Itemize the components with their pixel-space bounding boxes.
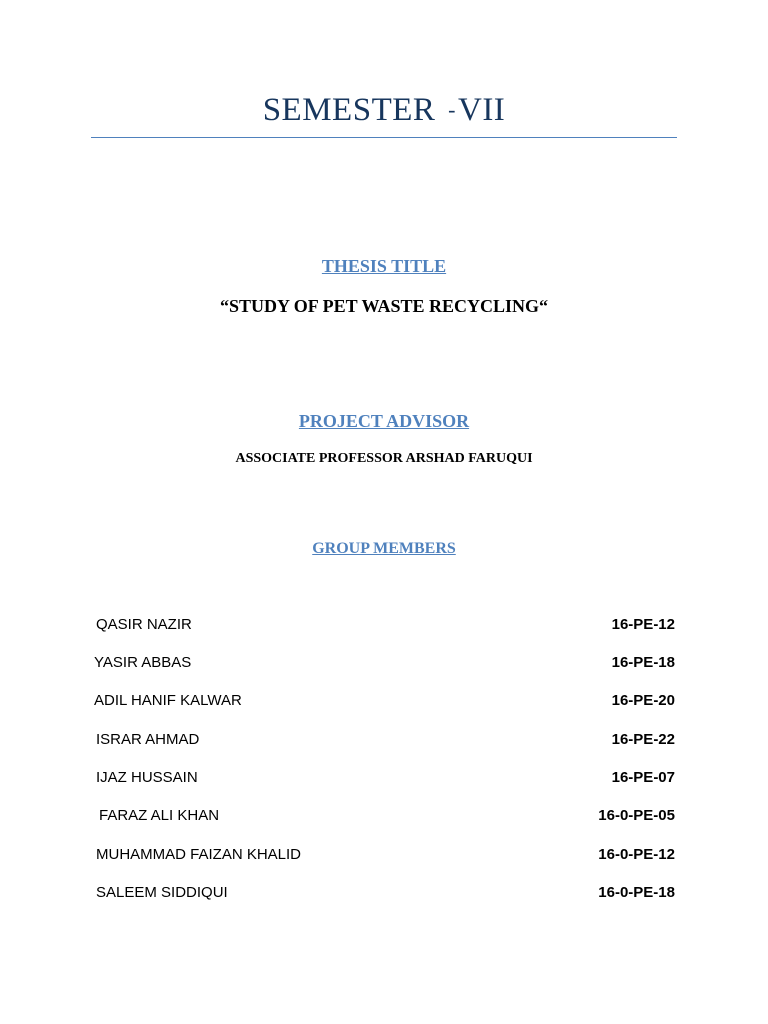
member-id: 16-0-PE-05 [598, 807, 675, 824]
member-row [0, 731, 768, 755]
member-id: 16-PE-22 [611, 731, 675, 748]
member-name: ISRAR AHMAD [96, 731, 200, 748]
member-name: FARAZ ALI KHAN [99, 807, 220, 824]
member-row [0, 846, 768, 870]
member-row [0, 884, 768, 908]
member-id: 16-0-PE-18 [598, 884, 675, 901]
semester-number: VII [457, 92, 506, 128]
member-id: 16-PE-12 [611, 616, 675, 633]
member-row [0, 769, 768, 793]
member-id: 16-0-PE-12 [598, 846, 675, 863]
project-advisor-name: ASSOCIATE PROFESSOR ARSHAD FARUQUI [235, 451, 533, 466]
member-name: SALEEM SIDDIQUI [96, 884, 228, 901]
thesis-title-text: “STUDY OF PET WASTE RECYCLING“ [219, 296, 549, 316]
title-divider [91, 137, 677, 138]
member-name: MUHAMMAD FAIZAN KHALID [96, 846, 302, 863]
member-name: ADIL HANIF KALWAR [94, 692, 242, 709]
member-row [0, 692, 768, 716]
thesis-title-heading: THESIS TITLE [321, 256, 447, 276]
semester-title [0, 92, 768, 129]
member-id: 16-PE-18 [611, 654, 675, 671]
member-name: YASIR ABBAS [94, 654, 192, 671]
semester-dash: - [448, 97, 456, 122]
member-name: IJAZ HUSSAIN [96, 769, 198, 786]
member-row [0, 616, 768, 640]
member-row [0, 807, 768, 831]
semester-prefix: SEMESTER [262, 92, 436, 128]
member-id: 16-PE-07 [611, 769, 675, 786]
member-id: 16-PE-20 [611, 692, 675, 709]
member-name: QASIR NAZIR [96, 616, 192, 633]
member-row [0, 654, 768, 678]
group-members-heading: GROUP MEMBERS [312, 540, 456, 557]
project-advisor-heading: PROJECT ADVISOR [298, 411, 470, 431]
